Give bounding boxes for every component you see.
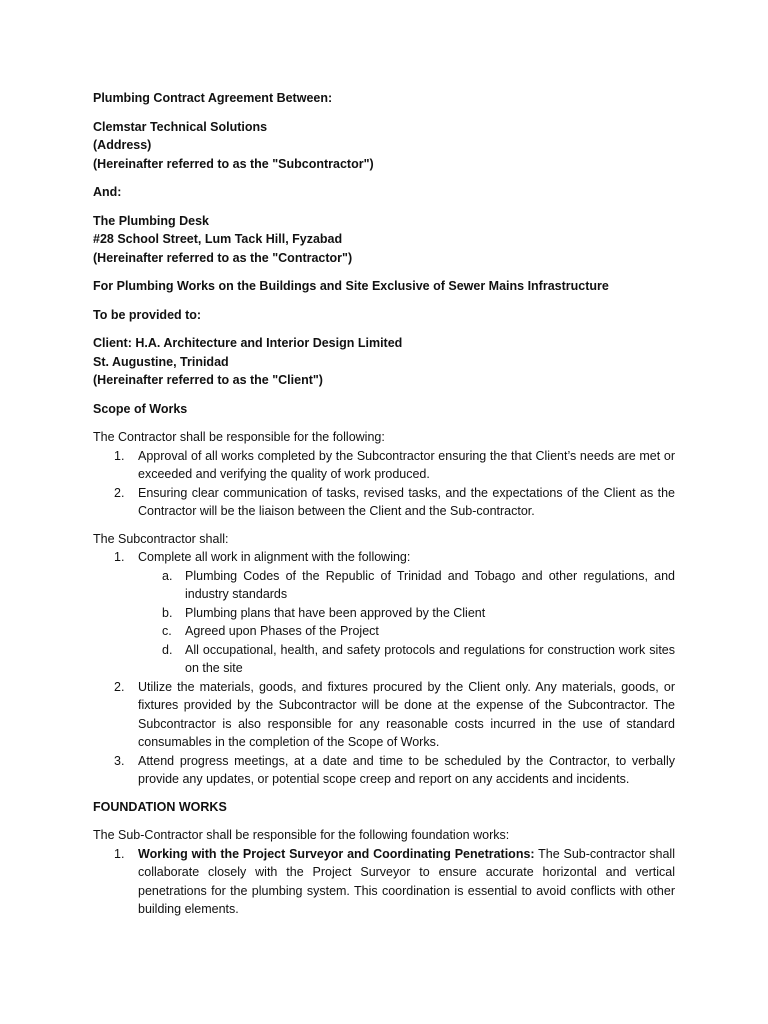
list-item-number: 2. [114, 679, 125, 694]
sublist-item [93, 641, 675, 678]
works-title: For Plumbing Works on the Buildings and Site Exclusive of Sewer Mains Infrastructure [93, 279, 609, 293]
client-address: St. Augustine, Trinidad [93, 354, 229, 369]
sublist-item-letter: a. [162, 568, 173, 583]
sublist-item-text: All occupational, health, and safety protocols and regulations for construction work sites on the site [185, 642, 675, 675]
contractor-party-block [93, 212, 675, 268]
list-item-number: 1. [114, 550, 125, 564]
sublist-item-letter: c. [162, 624, 172, 638]
sublist-item [93, 622, 675, 641]
subcontractor-party-block [93, 118, 675, 174]
list-item [93, 548, 675, 567]
sublist-item [93, 567, 675, 604]
sublist-item-text: Plumbing Codes of the Republic of Trinidad and Tobago and other regulations, and industry standards [185, 568, 675, 601]
client-name: Client: H.A. Architecture and Interior Design Limited [93, 336, 403, 350]
sublist-item-letter: d. [162, 642, 173, 657]
sublist-item-letter: b. [162, 605, 173, 620]
scope-of-works-heading: Scope of Works [93, 401, 188, 416]
list-item-number: 1. [114, 846, 125, 861]
foundation-intro: The Sub-Contractor shall be responsible for the following foundation works: [93, 828, 510, 842]
subcontractor-referred: (Hereinafter referred to as the "Subcontractor") [93, 156, 374, 171]
contractor-name: The Plumbing Desk [93, 213, 209, 228]
foundation-works-list [93, 845, 675, 919]
agreement-title: Plumbing Contract Agreement Between: [93, 91, 333, 105]
subcontractor-name: Clemstar Technical Solutions [93, 119, 268, 134]
list-item-number: 1. [114, 448, 125, 463]
list-item-text: Complete all work in alignment with the following: [138, 550, 411, 564]
list-item [93, 484, 675, 521]
list-item [93, 678, 675, 752]
client-referred: (Hereinafter referred to as the "Client") [93, 373, 323, 387]
contractor-address: #28 School Street, Lum Tack Hill, Fyzabad [93, 232, 343, 246]
contractor-intro: The Contractor shall be responsible for the following: [93, 430, 385, 444]
document-body [93, 89, 675, 928]
client-party-block [93, 334, 675, 390]
list-item-text: Ensuring clear communication of tasks, revised tasks, and the expectations of the Client as the Contractor will be the liaison between the Client and the Sub-contractor. [138, 485, 675, 518]
list-item-lead: Working with the Project Surveyor and Coordinating Penetrations: [138, 846, 535, 861]
list-item [93, 845, 675, 919]
sublist-item-text: Agreed upon Phases of the Project [185, 624, 379, 638]
list-item-number: 2. [114, 485, 125, 500]
sublist-item [93, 604, 675, 623]
sublist-item-text: Plumbing plans that have been approved by the Client [185, 605, 486, 620]
standards-sublist [93, 567, 675, 678]
provided-to-label: To be provided to: [93, 307, 202, 322]
list-item-text: Utilize the materials, goods, and fixtures procured by the Client only. Any materials, goods, or fixtures provided by the Subcontractor will be done at the expense of the Subcontractor. The Subcontractor is also responsible for any reasonable costs incurred in the use of standard consumables in the completion of the Scope of Works. [138, 679, 675, 749]
list-item-text: Attend progress meetings, at a date and time to be scheduled by the Contractor, to verbally provide any updates, or potential scope creep and report on any accidents and incidents. [138, 753, 675, 786]
contractor-responsibilities-list [93, 447, 675, 521]
list-item-number: 3. [114, 753, 125, 768]
subcontractor-intro: The Subcontractor shall: [93, 531, 229, 546]
and-label: And: [93, 185, 122, 199]
contractor-referred: (Hereinafter referred to as the "Contractor") [93, 250, 353, 265]
list-item [93, 447, 675, 484]
list-item [93, 752, 675, 789]
list-item-text: Approval of all works completed by the Subcontractor ensuring the that Client’s needs are met or exceeded and verifying the quality of work produced. [138, 448, 675, 481]
list-item-text: The Sub-contractor shall collaborate closely with the Project Surveyor to ensure accurate horizontal and vertical penetrations for the plumbing system. This coordination is essential to avoid conflicts with other building elements. [138, 846, 675, 916]
subcontractor-responsibilities-list [93, 548, 675, 789]
subcontractor-address: (Address) [93, 138, 152, 152]
foundation-works-heading: FOUNDATION WORKS [93, 799, 227, 814]
